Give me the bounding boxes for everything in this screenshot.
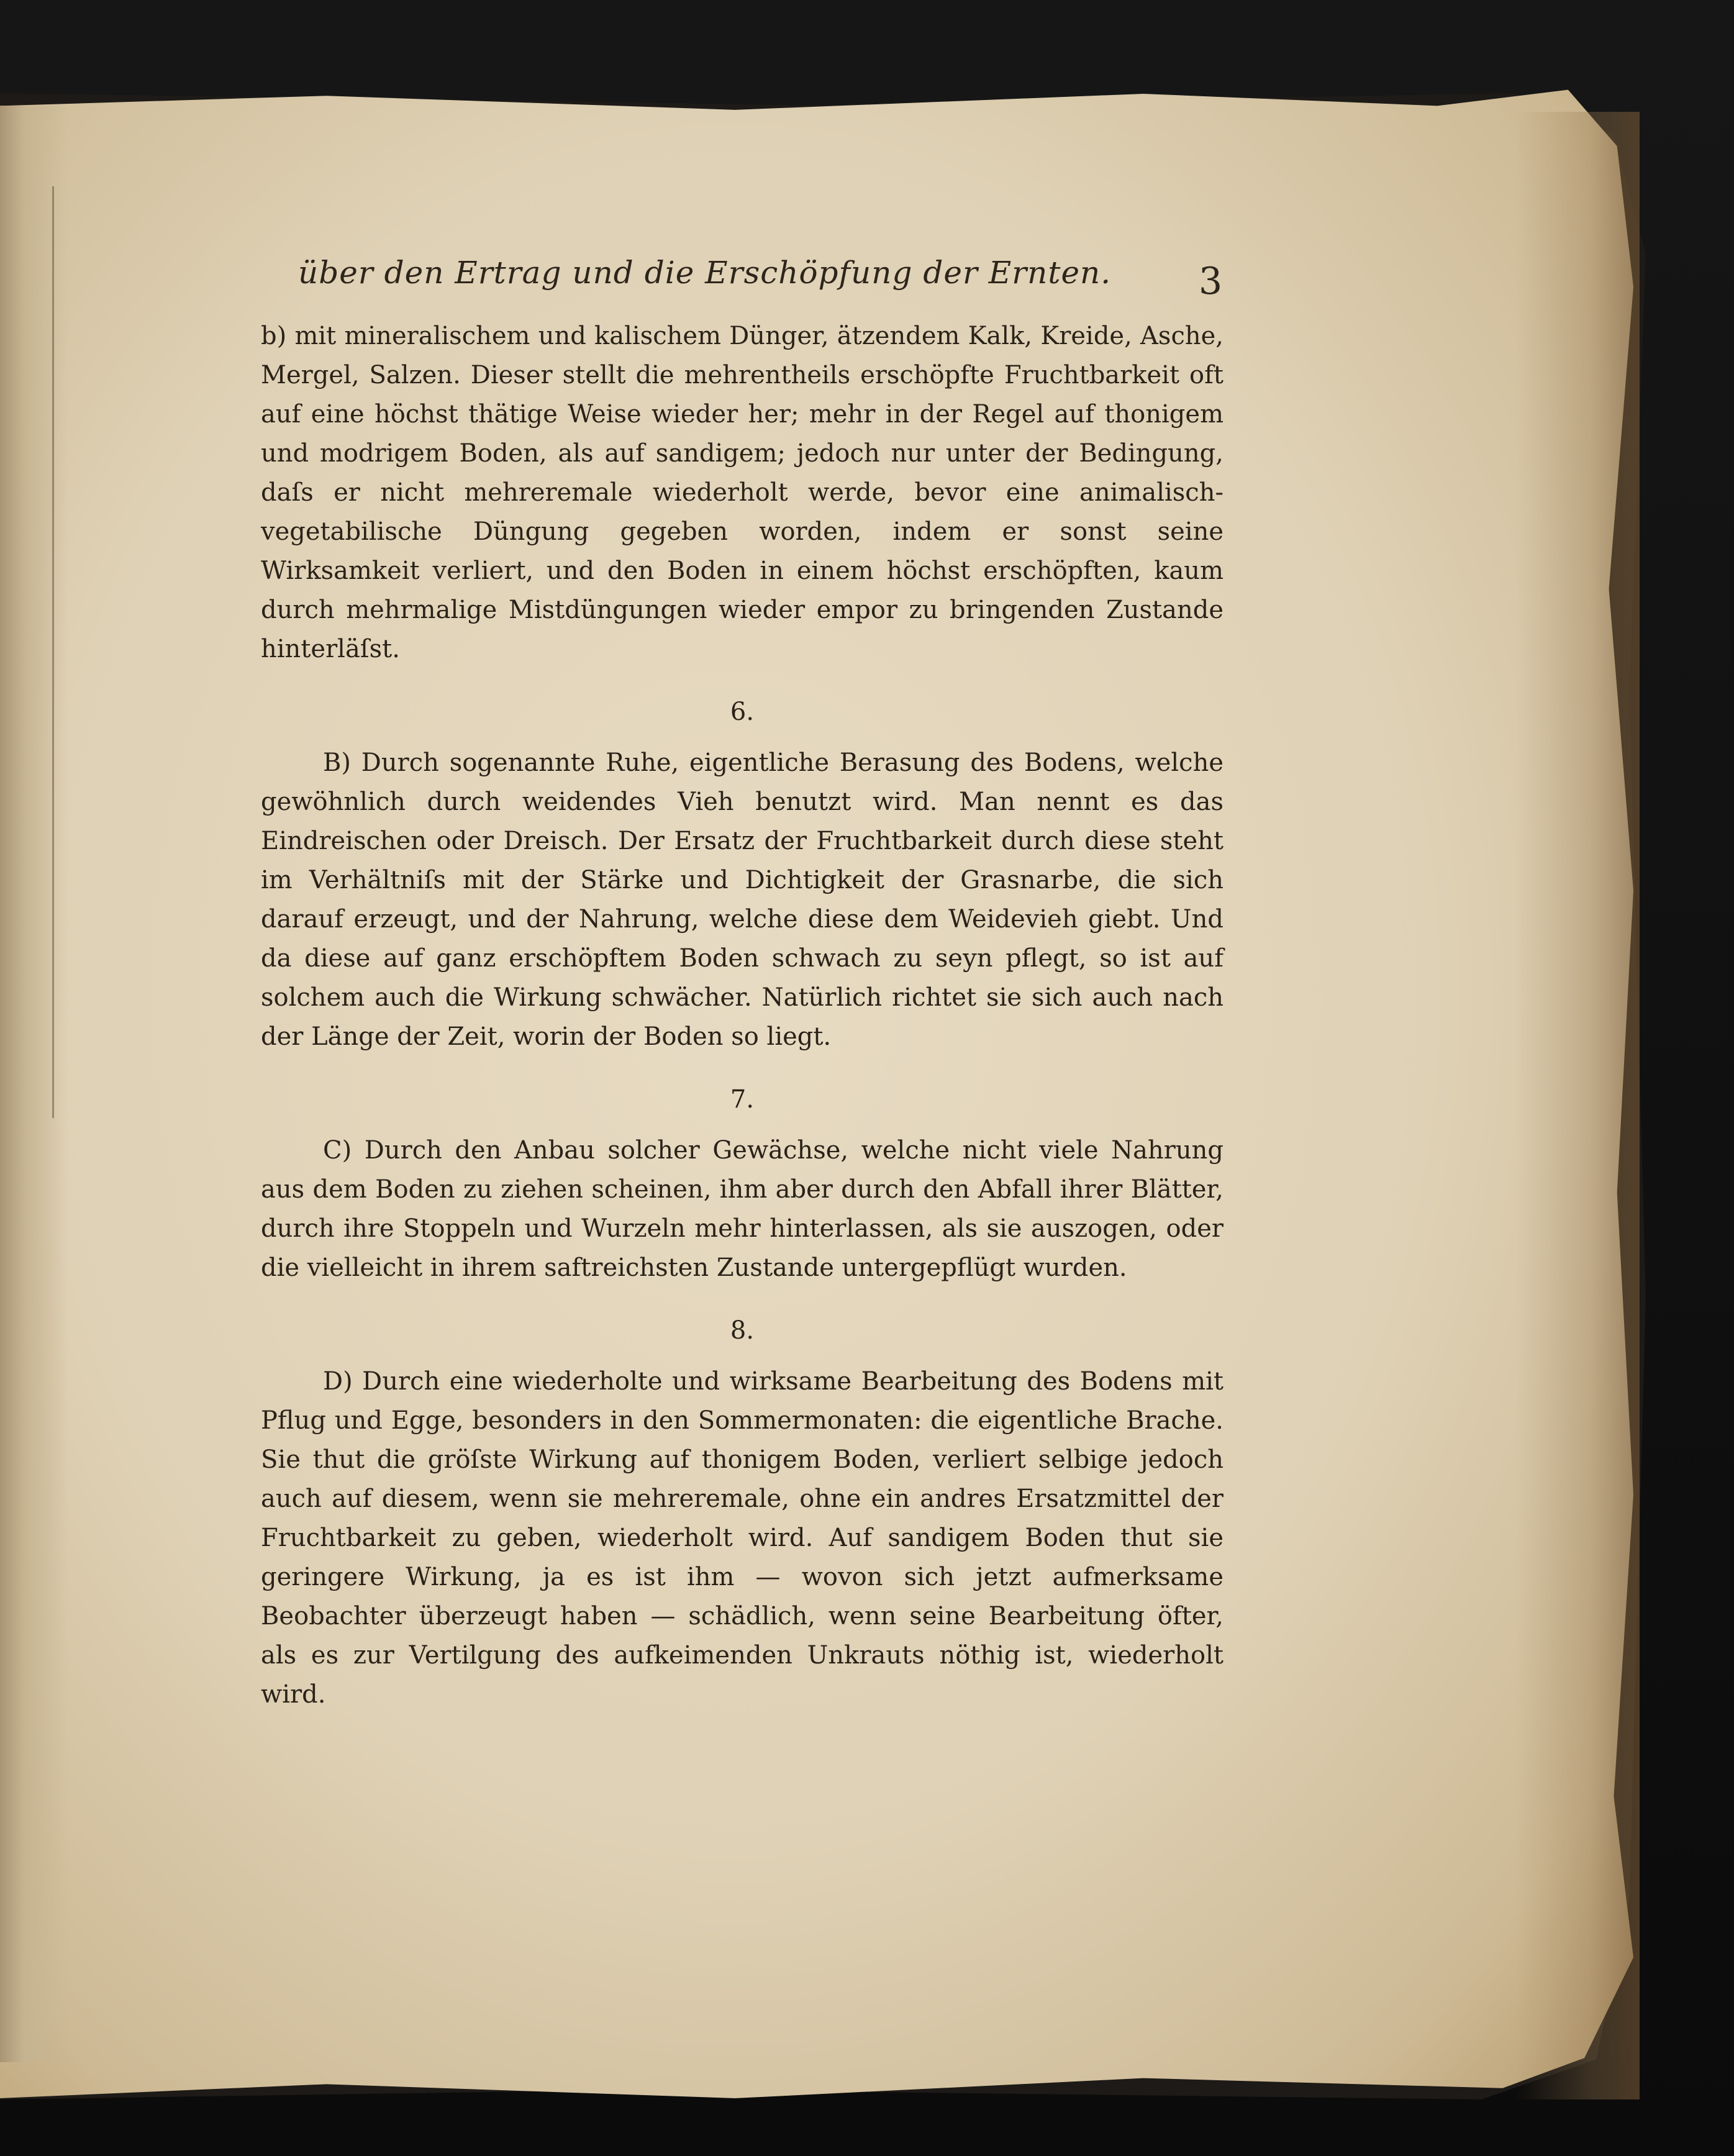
binding-gutter <box>0 106 68 2062</box>
paragraph-section-8: D) Durch eine wiederholte und wirksame Bearbeitung des Bodens mit Pflug und Egge, besonders in den Sommermonaten: die eigentliche Brache. Sie thut die gröſste Wirkung auf thonigem Boden, verliert selbige jedoch auch auf diesem, wenn sie mehreremale, ohne ein andres Ersatzmittel der Fruchtbarkeit zu geben, wiederholt wird. Auf sandigem Boden thut sie geringere Wirkung, ja es ist ihm — wovon sich jetzt aufmerksame Beobachter überzeugt haben — schädlich, wenn seine Bearbeitung öfter, als es zur Vertilgung des aufkeimenden Unkrauts nöthig ist, wiederholt wird. <box>261 1367 1223 1709</box>
text-block <box>261 248 1223 1714</box>
page-number: 3 <box>1199 260 1223 303</box>
section-number-6: 6. <box>730 698 755 726</box>
section-number-8: 8. <box>730 1316 755 1345</box>
paragraph-section-7: C) Durch den Anbau solcher Gewächse, welche nicht viele Nahrung aus dem Boden zu ziehen scheinen, ihm aber durch den Abfall ihrer Blätter, durch ihre Stoppeln und Wurzeln mehr hinterlassen, als sie auszogen, oder die vielleicht in ihrem saftreichsten Zustande untergepflügt wurden. <box>261 1136 1223 1282</box>
page-header <box>261 248 1223 304</box>
gutter-line <box>52 186 54 1118</box>
running-title: über den Ertrag und die Erschöpfung der Ernten. <box>298 255 1112 291</box>
section-number-7: 7. <box>730 1085 755 1114</box>
paragraph-b: b) mit mineralischem und kalischem Dünger, ätzendem Kalk, Kreide, Asche, Mergel, Salzen. Dieser stellt die mehrentheils erschöpfte Fruchtbarkeit oft auf eine höchst thätige Weise wieder her; mehr in der Regel auf thonigem und modrigem Boden, als auf sandigem; jedoch nur unter der Bedingung, daſs er nicht mehreremale wiederholt werde, bevor eine animalisch-vegetabilische Düngung gegeben worden, indem er sonst seine Wirksamkeit verliert, und den Boden in einem höchst erschöpften, kaum durch mehrmalige Mistdüngungen wieder empor zu bringenden Zustande hinterläſst. <box>261 322 1223 663</box>
paragraph-section-6: B) Durch sogenannte Ruhe, eigentliche Berasung des Bodens, welche gewöhnlich durch weidendes Vieh benutzt wird. Man nennt es das Eindreischen oder Dreisch. Der Ersatz der Fruchtbarkeit durch diese steht im Verhältniſs mit der Stärke und Dichtigkeit der Grasnarbe, die sich darauf erzeugt, und der Nahrung, welche diese dem Weidevieh giebt. Und da diese auf ganz erschöpftem Boden schwach zu seyn pflegt, so ist auf solchem auch die Wirkung schwächer. Natürlich richtet sie sich auch nach der Länge der Zeit, worin der Boden so liegt. <box>261 748 1223 1051</box>
